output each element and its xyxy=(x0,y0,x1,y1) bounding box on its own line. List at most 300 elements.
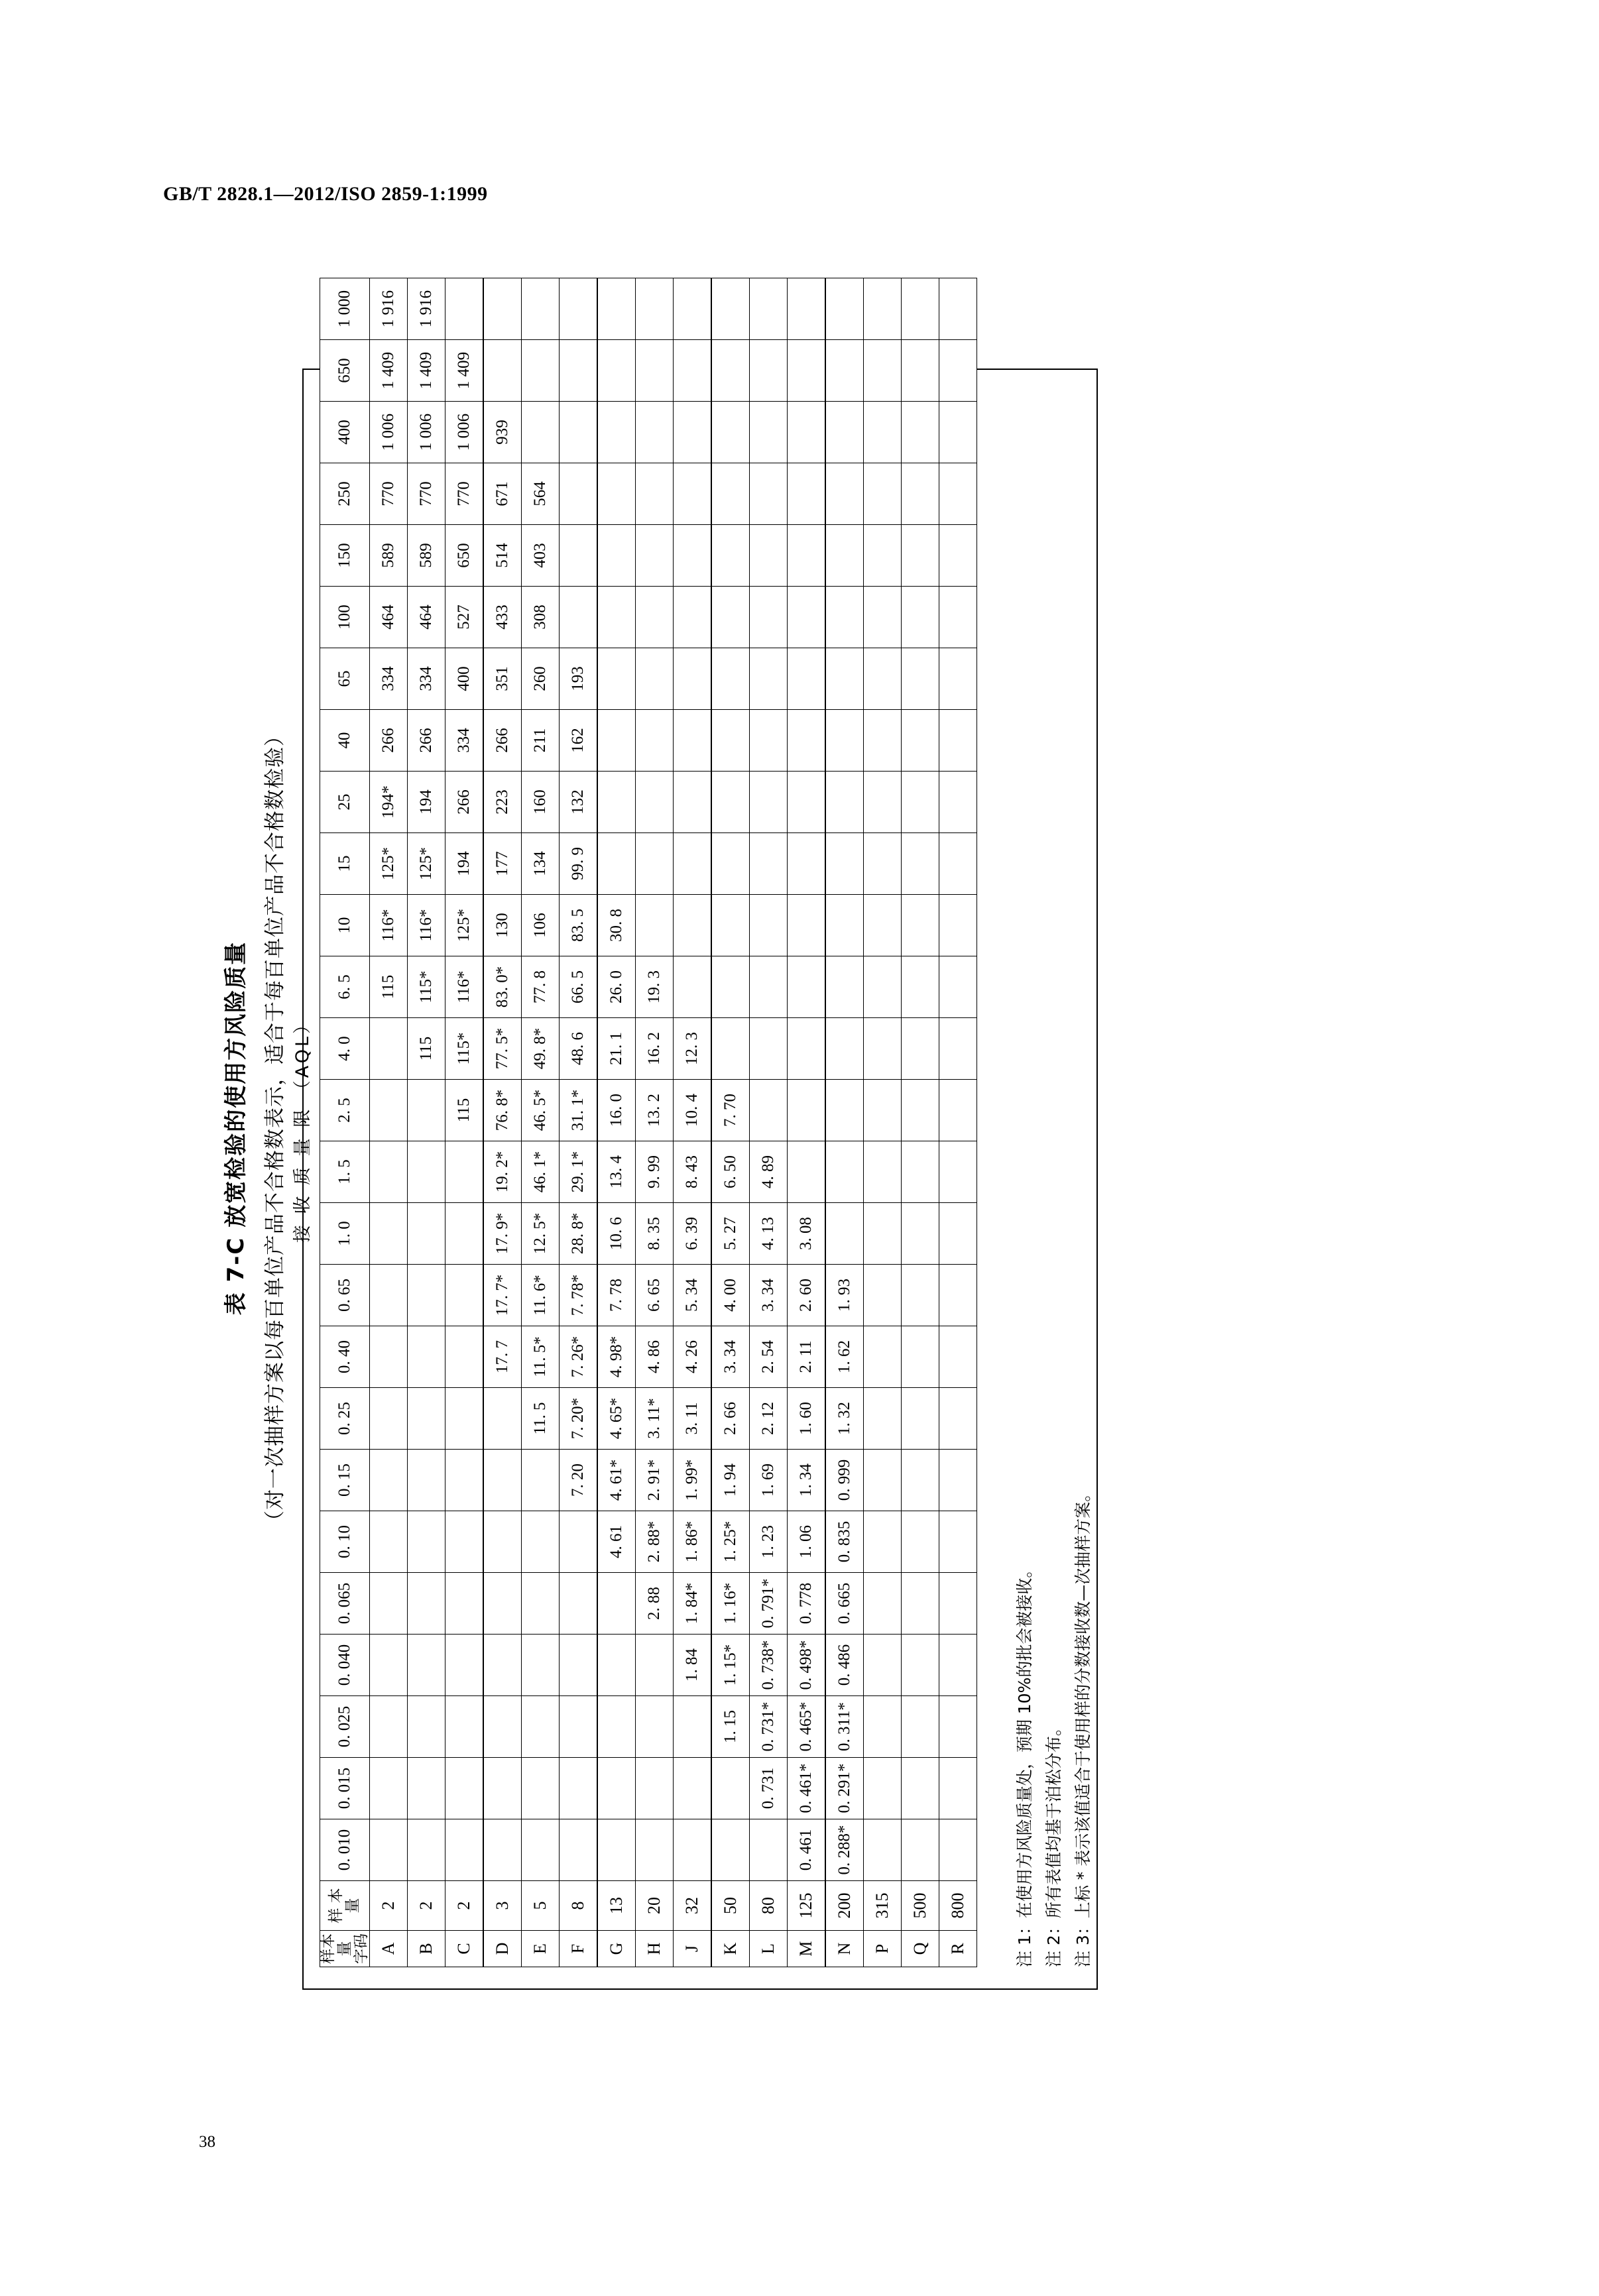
cell-B-24: 1 409 xyxy=(408,340,445,402)
cell-C-22: 770 xyxy=(445,463,484,525)
cell-K-8: 3. 34 xyxy=(711,1326,750,1388)
cell-M-16 xyxy=(788,833,826,895)
header-aql-1: 0. 015 xyxy=(320,1758,370,1819)
cell-D-9: 17. 7* xyxy=(483,1265,522,1326)
table-row xyxy=(674,278,712,1967)
cell-J-13: 12. 3 xyxy=(674,1018,712,1080)
cell-R-5 xyxy=(939,1511,977,1573)
header-aql-8: 0. 40 xyxy=(320,1326,370,1388)
cell-F-3 xyxy=(560,1635,598,1696)
cell-K-7: 2. 66 xyxy=(711,1388,750,1450)
cell-L-5: 1. 23 xyxy=(750,1511,788,1573)
cell-K-9: 4. 00 xyxy=(711,1265,750,1326)
header-aql-15: 10 xyxy=(320,895,370,956)
cell-L-11: 4. 89 xyxy=(750,1141,788,1203)
cell-P-17 xyxy=(864,772,902,833)
cell-A-7 xyxy=(370,1388,408,1450)
cell-J-22 xyxy=(674,463,712,525)
cell-B-22: 770 xyxy=(408,463,445,525)
table-row xyxy=(560,278,598,1967)
header-aql-10: 1. 0 xyxy=(320,1203,370,1265)
cell-Q-5 xyxy=(902,1511,939,1573)
cell-M-15 xyxy=(788,895,826,956)
table-row xyxy=(522,278,560,1967)
table-row xyxy=(750,278,788,1967)
cell-B-23: 1 006 xyxy=(408,402,445,463)
cell-C-6 xyxy=(445,1450,484,1511)
cell-R-13 xyxy=(939,1018,977,1080)
row-code-letter: M xyxy=(788,1931,826,1967)
cell-J-3: 1. 84 xyxy=(674,1635,712,1696)
cell-A-18: 266 xyxy=(370,710,408,772)
cell-N-5: 0. 835 xyxy=(825,1511,864,1573)
cell-P-16 xyxy=(864,833,902,895)
cell-G-6: 4. 61* xyxy=(597,1450,636,1511)
cell-M-13 xyxy=(788,1018,826,1080)
cell-C-9 xyxy=(445,1265,484,1326)
cell-L-16 xyxy=(750,833,788,895)
row-sample-size: 2 xyxy=(370,1881,408,1931)
cell-M-20 xyxy=(788,587,826,648)
row-sample-size: 13 xyxy=(597,1881,636,1931)
cell-M-21 xyxy=(788,525,826,587)
cell-G-7: 4. 65* xyxy=(597,1388,636,1450)
cell-K-15 xyxy=(711,895,750,956)
cell-P-20 xyxy=(864,587,902,648)
header-aql-4: 0. 065 xyxy=(320,1573,370,1635)
cell-K-24 xyxy=(711,340,750,402)
table-header-row xyxy=(320,278,370,1967)
row-sample-size: 125 xyxy=(788,1881,826,1931)
cell-H-10: 8. 35 xyxy=(636,1203,674,1265)
cell-F-16: 99. 9 xyxy=(560,833,598,895)
cell-E-10: 12. 5* xyxy=(522,1203,560,1265)
cell-H-20 xyxy=(636,587,674,648)
cell-E-13: 49. 8* xyxy=(522,1018,560,1080)
note-3: 注 3：上标 * 表示该值适合于使用样的分数接收数—次抽样方案。 xyxy=(1073,1485,1093,1967)
cell-Q-18 xyxy=(902,710,939,772)
cell-F-0 xyxy=(560,1819,598,1881)
cell-Q-0 xyxy=(902,1819,939,1881)
cell-N-9: 1. 93 xyxy=(825,1265,864,1326)
cell-K-6: 1. 94 xyxy=(711,1450,750,1511)
cell-M-4: 0. 778 xyxy=(788,1573,826,1635)
cell-E-18: 211 xyxy=(522,710,560,772)
cell-C-0 xyxy=(445,1819,484,1881)
cell-M-3: 0. 498* xyxy=(788,1635,826,1696)
cell-Q-25 xyxy=(902,278,939,340)
cell-K-23 xyxy=(711,402,750,463)
cell-P-19 xyxy=(864,648,902,710)
cell-J-11: 8. 43 xyxy=(674,1141,712,1203)
cell-A-8 xyxy=(370,1326,408,1388)
cell-B-25: 1 916 xyxy=(408,278,445,340)
cell-R-15 xyxy=(939,895,977,956)
cell-Q-10 xyxy=(902,1203,939,1265)
cell-P-12 xyxy=(864,1080,902,1141)
cell-C-15: 125* xyxy=(445,895,484,956)
cell-M-10: 3. 08 xyxy=(788,1203,826,1265)
cell-M-9: 2. 60 xyxy=(788,1265,826,1326)
cell-P-8 xyxy=(864,1326,902,1388)
cell-C-19: 400 xyxy=(445,648,484,710)
cell-A-6 xyxy=(370,1450,408,1511)
cell-J-7: 3. 11 xyxy=(674,1388,712,1450)
cell-N-25 xyxy=(825,278,864,340)
header-aql-20: 100 xyxy=(320,587,370,648)
cell-G-25 xyxy=(597,278,636,340)
cell-C-10 xyxy=(445,1203,484,1265)
cell-D-10: 17. 9* xyxy=(483,1203,522,1265)
cell-R-6 xyxy=(939,1450,977,1511)
cell-R-1 xyxy=(939,1758,977,1819)
cell-P-5 xyxy=(864,1511,902,1573)
cell-P-22 xyxy=(864,463,902,525)
cell-N-4: 0. 665 xyxy=(825,1573,864,1635)
cell-R-9 xyxy=(939,1265,977,1326)
cell-J-10: 6. 39 xyxy=(674,1203,712,1265)
table-title: 表 7-C 放宽检验的使用方风险质量 xyxy=(223,941,249,1316)
header-aql-18: 40 xyxy=(320,710,370,772)
cell-K-13 xyxy=(711,1018,750,1080)
cell-Q-6 xyxy=(902,1450,939,1511)
cell-F-23 xyxy=(560,402,598,463)
cell-M-18 xyxy=(788,710,826,772)
table-row xyxy=(370,278,408,1967)
cell-P-6 xyxy=(864,1450,902,1511)
cell-G-10: 10. 6 xyxy=(597,1203,636,1265)
cell-H-22 xyxy=(636,463,674,525)
row-code-letter: G xyxy=(597,1931,636,1967)
row-code-letter: J xyxy=(674,1931,712,1967)
cell-Q-7 xyxy=(902,1388,939,1450)
cell-R-14 xyxy=(939,956,977,1018)
cell-D-20: 433 xyxy=(483,587,522,648)
cell-A-13 xyxy=(370,1018,408,1080)
cell-J-0 xyxy=(674,1819,712,1881)
cell-B-17: 194 xyxy=(408,772,445,833)
cell-Q-12 xyxy=(902,1080,939,1141)
cell-A-16: 125* xyxy=(370,833,408,895)
cell-L-6: 1. 69 xyxy=(750,1450,788,1511)
table-row xyxy=(597,278,636,1967)
cell-B-9 xyxy=(408,1265,445,1326)
cell-C-18: 334 xyxy=(445,710,484,772)
cell-N-14 xyxy=(825,956,864,1018)
cell-P-10 xyxy=(864,1203,902,1265)
cell-H-5: 2. 88* xyxy=(636,1511,674,1573)
cell-D-6 xyxy=(483,1450,522,1511)
cell-K-21 xyxy=(711,525,750,587)
cell-D-8: 17. 7 xyxy=(483,1326,522,1388)
cell-K-16 xyxy=(711,833,750,895)
cell-Q-1 xyxy=(902,1758,939,1819)
cell-E-25 xyxy=(522,278,560,340)
cell-K-1 xyxy=(711,1758,750,1819)
cell-F-24 xyxy=(560,340,598,402)
header-sample-size: 样 本 量 xyxy=(320,1881,370,1931)
cell-H-19 xyxy=(636,648,674,710)
cell-L-0 xyxy=(750,1819,788,1881)
cell-L-23 xyxy=(750,402,788,463)
cell-G-0 xyxy=(597,1819,636,1881)
row-code-letter: Q xyxy=(902,1931,939,1967)
row-sample-size: 5 xyxy=(522,1881,560,1931)
cell-K-14 xyxy=(711,956,750,1018)
cell-J-16 xyxy=(674,833,712,895)
cell-R-16 xyxy=(939,833,977,895)
cell-Q-11 xyxy=(902,1141,939,1203)
cell-L-7: 2. 12 xyxy=(750,1388,788,1450)
cell-D-21: 514 xyxy=(483,525,522,587)
cell-N-21 xyxy=(825,525,864,587)
cell-J-23 xyxy=(674,402,712,463)
header-aql-9: 0. 65 xyxy=(320,1265,370,1326)
cell-F-6: 7. 20 xyxy=(560,1450,598,1511)
cell-L-15 xyxy=(750,895,788,956)
cell-H-3 xyxy=(636,1635,674,1696)
cell-L-3: 0. 738* xyxy=(750,1635,788,1696)
cell-B-18: 266 xyxy=(408,710,445,772)
cell-H-21 xyxy=(636,525,674,587)
cell-Q-14 xyxy=(902,956,939,1018)
cell-D-24 xyxy=(483,340,522,402)
cell-H-17 xyxy=(636,772,674,833)
cell-H-6: 2. 91* xyxy=(636,1450,674,1511)
cell-E-1 xyxy=(522,1758,560,1819)
cell-F-25 xyxy=(560,278,598,340)
cell-P-25 xyxy=(864,278,902,340)
row-sample-size: 32 xyxy=(674,1881,712,1931)
cell-F-13: 48. 6 xyxy=(560,1018,598,1080)
cell-C-1 xyxy=(445,1758,484,1819)
cell-P-18 xyxy=(864,710,902,772)
cell-N-12 xyxy=(825,1080,864,1141)
row-code-letter: A xyxy=(370,1931,408,1967)
cell-E-7: 11. 5 xyxy=(522,1388,560,1450)
cell-L-9: 3. 34 xyxy=(750,1265,788,1326)
cell-B-14: 115* xyxy=(408,956,445,1018)
cell-H-12: 13. 2 xyxy=(636,1080,674,1141)
cell-Q-2 xyxy=(902,1696,939,1758)
header-aql-16: 15 xyxy=(320,833,370,895)
cell-N-2: 0. 311* xyxy=(825,1696,864,1758)
cell-C-12: 115 xyxy=(445,1080,484,1141)
cell-M-23 xyxy=(788,402,826,463)
cell-K-25 xyxy=(711,278,750,340)
cell-F-7: 7. 20* xyxy=(560,1388,598,1450)
cell-P-14 xyxy=(864,956,902,1018)
cell-M-22 xyxy=(788,463,826,525)
aql-heading: 接 收 质 量 限 （AQL） xyxy=(292,1013,313,1243)
cell-G-9: 7. 78 xyxy=(597,1265,636,1326)
cell-F-15: 83. 5 xyxy=(560,895,598,956)
cell-G-24 xyxy=(597,340,636,402)
cell-P-3 xyxy=(864,1635,902,1696)
cell-F-11: 29. 1* xyxy=(560,1141,598,1203)
cell-M-25 xyxy=(788,278,826,340)
cell-J-19 xyxy=(674,648,712,710)
cell-D-23: 939 xyxy=(483,402,522,463)
row-code-letter: E xyxy=(522,1931,560,1967)
cell-B-19: 334 xyxy=(408,648,445,710)
cell-E-17: 160 xyxy=(522,772,560,833)
cell-L-22 xyxy=(750,463,788,525)
cell-J-12: 10. 4 xyxy=(674,1080,712,1141)
row-sample-size: 2 xyxy=(408,1881,445,1931)
cell-Q-15 xyxy=(902,895,939,956)
row-code-letter: D xyxy=(483,1931,522,1967)
cell-G-13: 21. 1 xyxy=(597,1018,636,1080)
cell-F-4 xyxy=(560,1573,598,1635)
cell-B-21: 589 xyxy=(408,525,445,587)
cell-G-23 xyxy=(597,402,636,463)
cell-R-20 xyxy=(939,587,977,648)
cell-G-11: 13. 4 xyxy=(597,1141,636,1203)
cell-K-0 xyxy=(711,1819,750,1881)
cell-N-16 xyxy=(825,833,864,895)
cell-D-19: 351 xyxy=(483,648,522,710)
cell-B-8 xyxy=(408,1326,445,1388)
table-row xyxy=(636,278,674,1967)
cell-E-3 xyxy=(522,1635,560,1696)
cell-B-1 xyxy=(408,1758,445,1819)
cell-M-7: 1. 60 xyxy=(788,1388,826,1450)
row-sample-size: 2 xyxy=(445,1881,484,1931)
cell-P-2 xyxy=(864,1696,902,1758)
cell-L-19 xyxy=(750,648,788,710)
header-aql-17: 25 xyxy=(320,772,370,833)
cell-G-19 xyxy=(597,648,636,710)
row-sample-size: 315 xyxy=(864,1881,902,1931)
cell-N-18 xyxy=(825,710,864,772)
cell-H-1 xyxy=(636,1758,674,1819)
header-aql-12: 2. 5 xyxy=(320,1080,370,1141)
cell-H-7: 3. 11* xyxy=(636,1388,674,1450)
cell-E-14: 77. 8 xyxy=(522,956,560,1018)
cell-Q-16 xyxy=(902,833,939,895)
cell-A-10 xyxy=(370,1203,408,1265)
cell-F-22 xyxy=(560,463,598,525)
cell-M-12 xyxy=(788,1080,826,1141)
cell-R-8 xyxy=(939,1326,977,1388)
cell-G-8: 4. 98* xyxy=(597,1326,636,1388)
cell-K-19 xyxy=(711,648,750,710)
header-aql-11: 1. 5 xyxy=(320,1141,370,1203)
cell-J-4: 1. 84* xyxy=(674,1573,712,1635)
cell-R-22 xyxy=(939,463,977,525)
header-aql-23: 400 xyxy=(320,402,370,463)
cell-N-8: 1. 62 xyxy=(825,1326,864,1388)
table-row xyxy=(445,278,484,1967)
header-aql-6: 0. 15 xyxy=(320,1450,370,1511)
cell-M-17 xyxy=(788,772,826,833)
header-aql-19: 65 xyxy=(320,648,370,710)
table-row xyxy=(408,278,445,1967)
cell-A-12 xyxy=(370,1080,408,1141)
cell-B-12 xyxy=(408,1080,445,1141)
cell-K-2: 1. 15 xyxy=(711,1696,750,1758)
cell-C-8 xyxy=(445,1326,484,1388)
cell-E-6 xyxy=(522,1450,560,1511)
cell-M-8: 2. 11 xyxy=(788,1326,826,1388)
cell-A-21: 589 xyxy=(370,525,408,587)
cell-H-25 xyxy=(636,278,674,340)
row-code-letter: C xyxy=(445,1931,484,1967)
header-aql-14: 6. 5 xyxy=(320,956,370,1018)
table-row xyxy=(939,278,977,1967)
cell-H-18 xyxy=(636,710,674,772)
cell-L-20 xyxy=(750,587,788,648)
header-aql-22: 250 xyxy=(320,463,370,525)
sampling-plan-table xyxy=(320,278,977,1967)
cell-Q-19 xyxy=(902,648,939,710)
cell-E-19: 260 xyxy=(522,648,560,710)
table-subtitle: （对一次抽样方案以每百单位产品不合格数表示，适合于每百单位产品不合格数检验） xyxy=(263,725,287,1531)
cell-H-14: 19. 3 xyxy=(636,956,674,1018)
cell-C-4 xyxy=(445,1573,484,1635)
cell-L-10: 4. 13 xyxy=(750,1203,788,1265)
header-aql-3: 0. 040 xyxy=(320,1635,370,1696)
cell-D-12: 76. 8* xyxy=(483,1080,522,1141)
cell-J-15 xyxy=(674,895,712,956)
header-aql-21: 150 xyxy=(320,525,370,587)
cell-M-24 xyxy=(788,340,826,402)
cell-C-16: 194 xyxy=(445,833,484,895)
cell-N-23 xyxy=(825,402,864,463)
cell-M-14 xyxy=(788,956,826,1018)
cell-P-7 xyxy=(864,1388,902,1450)
header-aql-2: 0. 025 xyxy=(320,1696,370,1758)
cell-Q-22 xyxy=(902,463,939,525)
cell-G-21 xyxy=(597,525,636,587)
row-code-letter: L xyxy=(750,1931,788,1967)
cell-Q-21 xyxy=(902,525,939,587)
cell-P-21 xyxy=(864,525,902,587)
cell-J-24 xyxy=(674,340,712,402)
cell-H-15 xyxy=(636,895,674,956)
cell-R-12 xyxy=(939,1080,977,1141)
cell-B-3 xyxy=(408,1635,445,1696)
cell-G-14: 26. 0 xyxy=(597,956,636,1018)
cell-A-2 xyxy=(370,1696,408,1758)
cell-Q-4 xyxy=(902,1573,939,1635)
cell-R-24 xyxy=(939,340,977,402)
cell-L-8: 2. 54 xyxy=(750,1326,788,1388)
table-title-block xyxy=(217,366,288,1890)
cell-E-15: 106 xyxy=(522,895,560,956)
cell-L-13 xyxy=(750,1018,788,1080)
cell-A-14: 115 xyxy=(370,956,408,1018)
cell-G-1 xyxy=(597,1758,636,1819)
cell-C-24: 1 409 xyxy=(445,340,484,402)
cell-F-10: 28. 8* xyxy=(560,1203,598,1265)
table-notes xyxy=(1010,1485,1097,1967)
cell-D-15: 130 xyxy=(483,895,522,956)
cell-D-1 xyxy=(483,1758,522,1819)
cell-A-9 xyxy=(370,1265,408,1326)
cell-D-4 xyxy=(483,1573,522,1635)
cell-F-19: 193 xyxy=(560,648,598,710)
cell-D-25 xyxy=(483,278,522,340)
cell-R-17 xyxy=(939,772,977,833)
cell-M-1: 0. 461* xyxy=(788,1758,826,1819)
cell-L-21 xyxy=(750,525,788,587)
cell-N-13 xyxy=(825,1018,864,1080)
cell-A-17: 194* xyxy=(370,772,408,833)
cell-C-21: 650 xyxy=(445,525,484,587)
cell-E-22: 564 xyxy=(522,463,560,525)
